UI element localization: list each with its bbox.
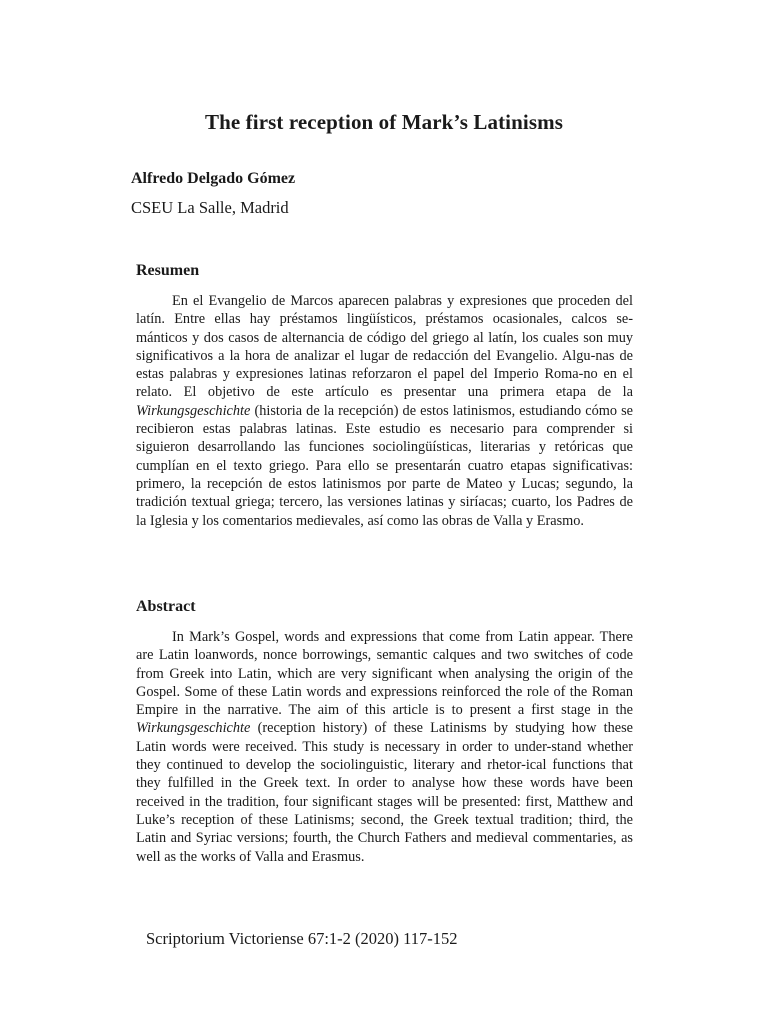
abstract-paragraph bbox=[136, 628, 633, 866]
author-affiliation: CSEU La Salle, Madrid bbox=[131, 198, 289, 217]
resumen-heading: Resumen bbox=[136, 262, 200, 279]
journal-citation: Scriptorium Victoriense 67:1-2 (2020) 117-152 bbox=[146, 929, 458, 948]
resumen-text-part-2: (historia de la recepción) de estos latinismos, estudiando cómo se recibieron estas palabras latinas. Este estudio es necesario para comprender si siguieron desarrollando las funciones sociolingüísticas, literarias y retóricas que cumplían en el texto griego. Para ello se presentarán cuatro etapas significativas: primero, la recepción de estos latinismos por parte de Mateo y Lucas; segundo, la tradición textual griega; tercero, las versiones latinas y siríacas; cuarto, los Padres de la Iglesia y los comentarios medievales, así como las obras de Valla y Erasmo. bbox=[136, 402, 633, 529]
paper-title: The first reception of Mark’s Latinisms bbox=[205, 110, 563, 134]
abstract-italic-term: Wirkungsgeschichte bbox=[136, 720, 251, 737]
abstract-text-part-2: (reception history) of these Latinisms by studying how these Latin words were received. This study is necessary in order to under-stand whether they continued to develop the sociolinguistic, literary and rhetor-ical functions that they fulfilled in the Greek text. In order to analyse how these words have been received in the tradition, four significant stages will be presented: first, Matthew and Luke’s reception of these Latinisms; second, the Greek textual tradition; third, the Latin and Syriac versions; fourth, the Church Fathers and medieval commentaries, as well as the works of Valla and Erasmus. bbox=[136, 720, 633, 865]
resumen-paragraph bbox=[136, 292, 633, 530]
abstract-text-part-1: In Mark’s Gospel, words and expressions that come from Latin appear. There are Latin loanwords, nonce borrowings, semantic calques and two switches of code from Greek into Latin, which are very significant when analysing the origin of the Gospel. Some of these Latin words and expressions reinforced the role of the Roman Empire in the narrative. The aim of this article is to present a first stage in the bbox=[136, 629, 633, 719]
abstract-heading: Abstract bbox=[136, 598, 196, 615]
resumen-italic-term: Wirkungsgeschichte bbox=[136, 402, 251, 419]
author-name: Alfredo Delgado Gómez bbox=[131, 170, 296, 187]
resumen-text-part-1: En el Evangelio de Marcos aparecen palabras y expresiones que proceden del latín. Entre ellas hay préstamos lingüísticos, préstamos ocasionales, calcos se-mánticos y dos casos de alternancia de código del griego al latín, los cuales son muy significativos a la hora de analizar el lugar de redacción del Evangelio. Algu-nas de estas palabras y expresiones latinas reforzaron el papel del Imperio Roma-no en el relato. El objetivo de este artículo es presentar una primera etapa de la bbox=[136, 293, 633, 401]
